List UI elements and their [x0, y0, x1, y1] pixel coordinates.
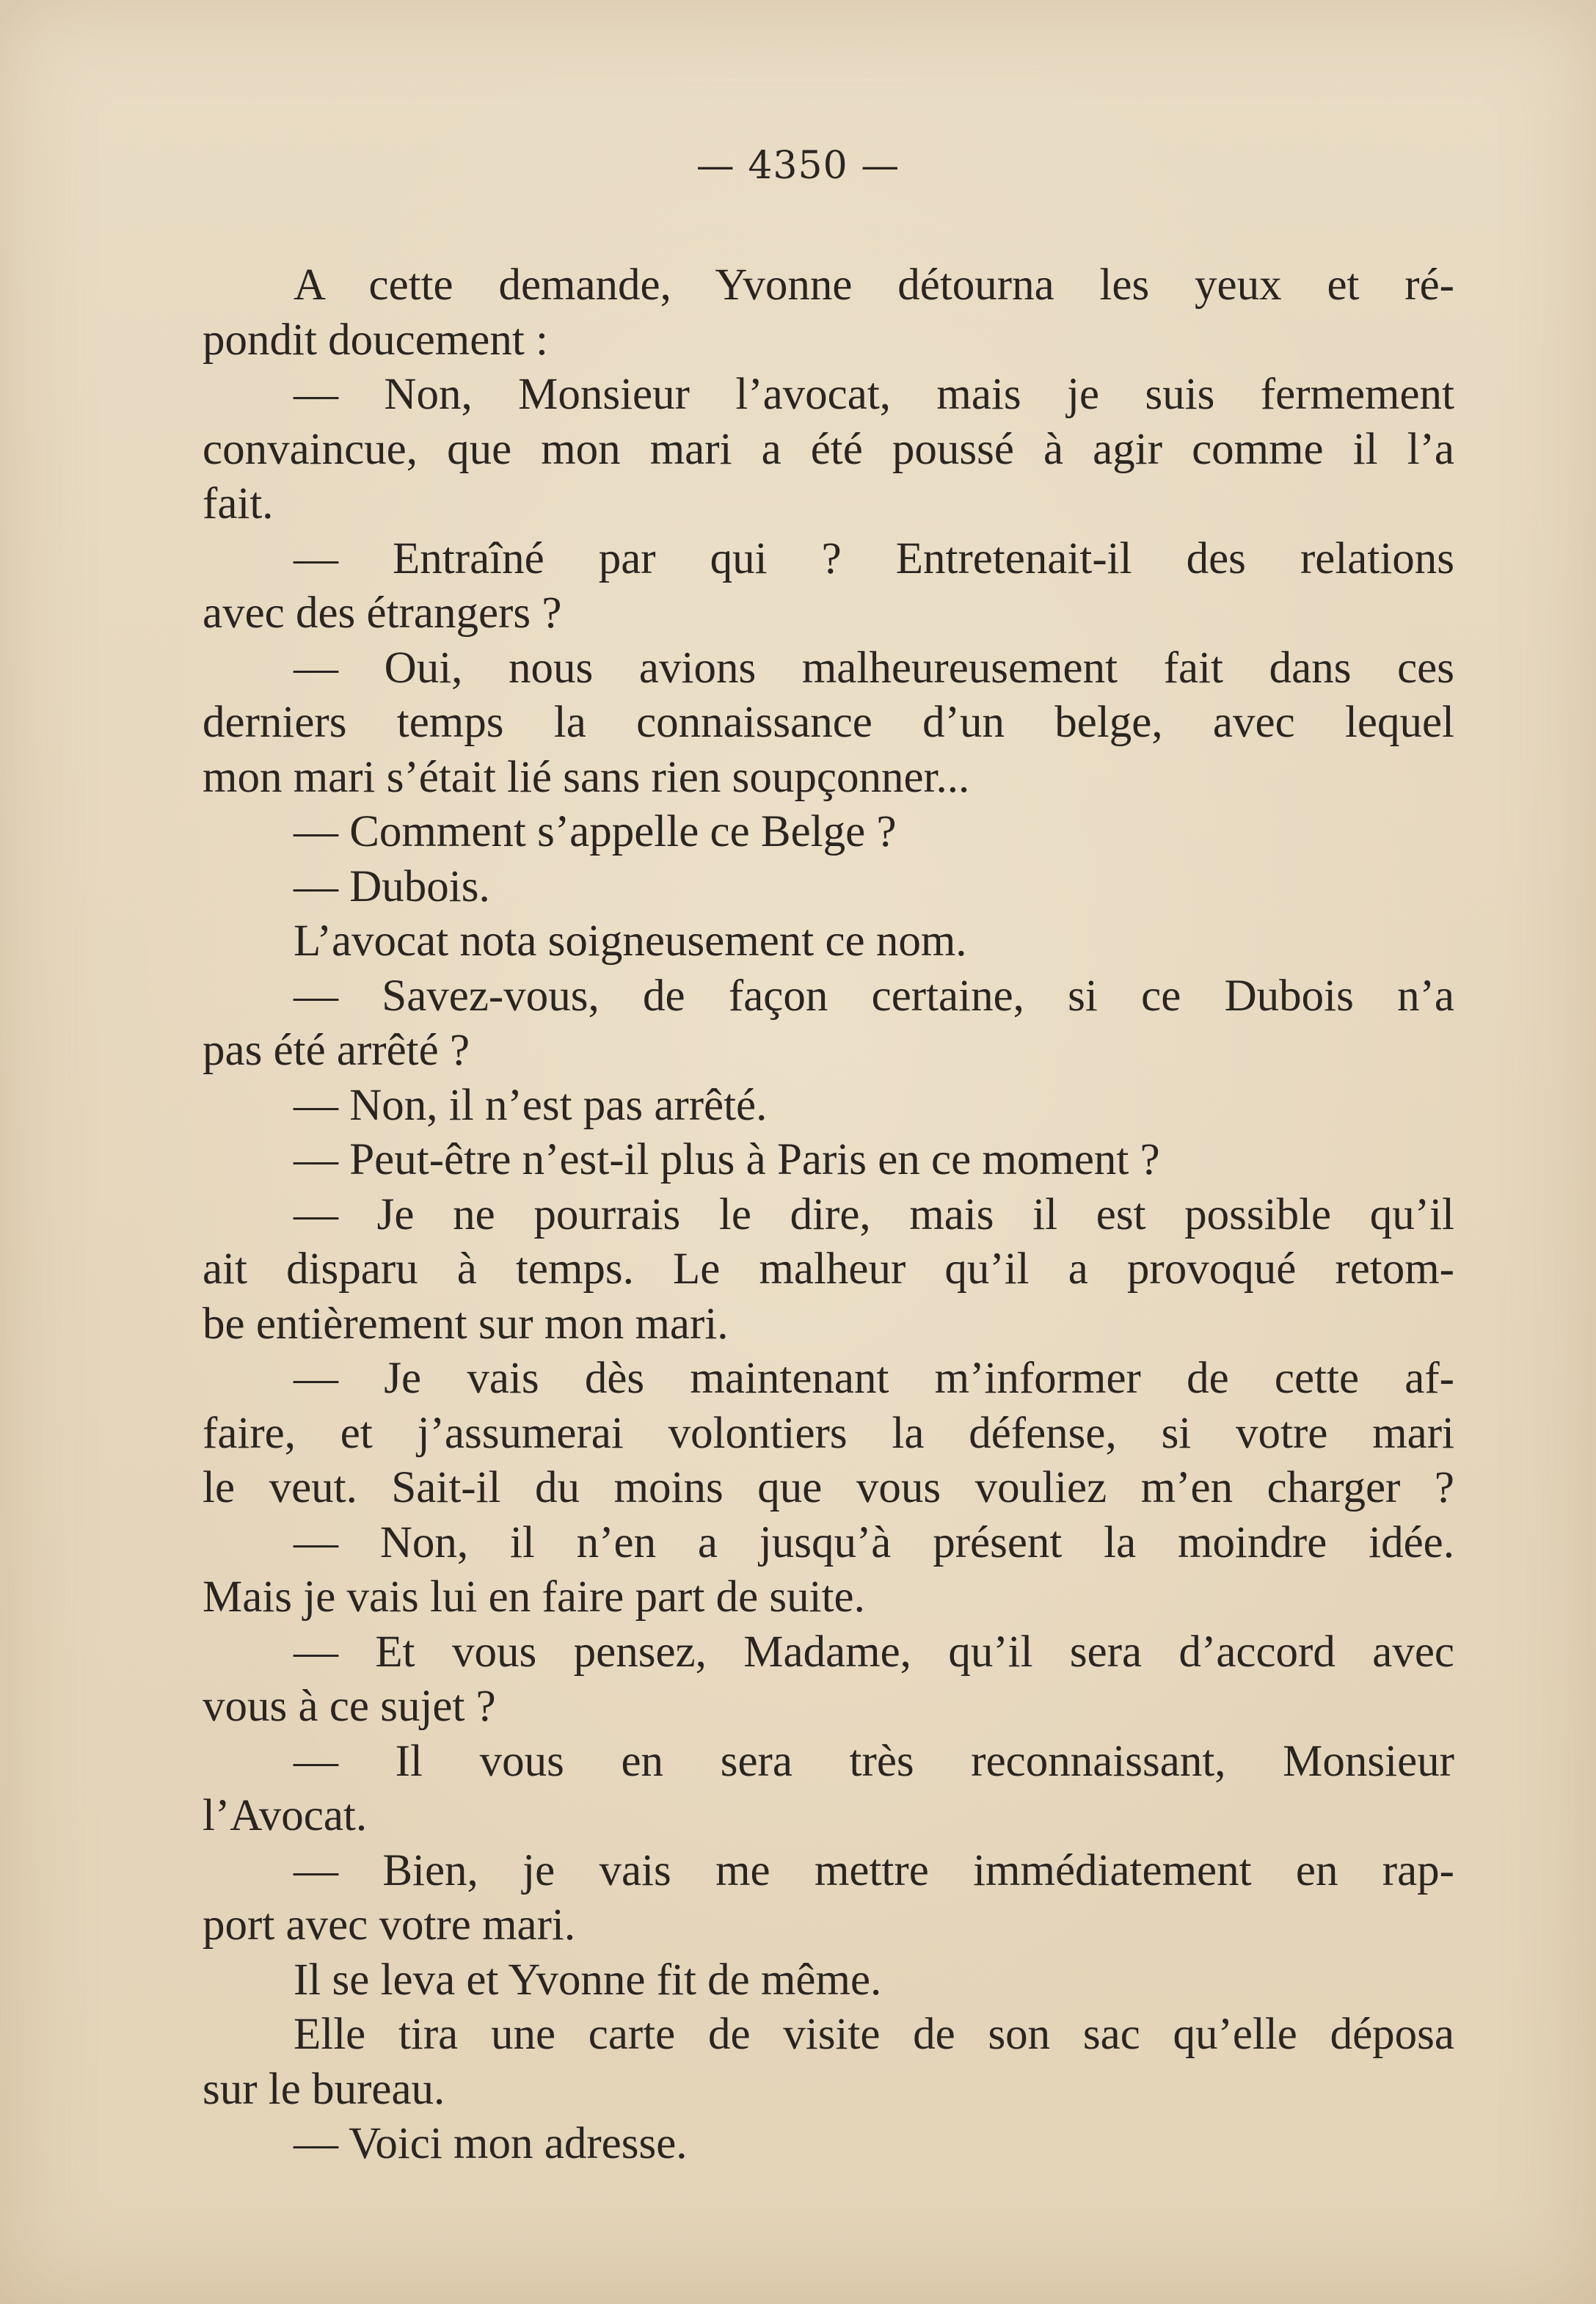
text-line: fait.: [203, 479, 274, 528]
text-line: vous à ce sujet ?: [203, 1682, 496, 1731]
page-number: — 4350 —: [696, 144, 900, 188]
text-line: pondit doucement :: [203, 315, 548, 365]
text-line: derniers temps la connaissance d’un belge, avec lequel: [203, 698, 1454, 747]
text-line: — Comment s’appelle ce Belge ?: [294, 807, 897, 856]
text-line: Mais je vais lui en faire part de suite.: [203, 1572, 865, 1622]
text-line: sur le bureau.: [203, 2064, 445, 2114]
text-line: — Dubois.: [294, 861, 490, 911]
text-line: le veut. Sait-il du moins que vous vouliez m’en charger ?: [203, 1463, 1454, 1512]
text-line: — Non, il n’est pas arrêté.: [294, 1080, 768, 1130]
text-line: — Oui, nous avions malheureusement fait dans ces: [294, 643, 1454, 693]
text-line: convaincue, que mon mari a été poussé à agir comme il l’a: [203, 424, 1454, 474]
text-line: pas été arrêté ?: [203, 1026, 470, 1075]
text-line: port avec votre mari.: [203, 1900, 576, 1950]
text-line: l’Avocat.: [203, 1791, 368, 1840]
text-line: — Non, il n’en a jusqu’à présent la moindre idée.: [294, 1517, 1454, 1567]
text-line: — Peut-être n’est-il plus à Paris en ce moment ?: [294, 1135, 1160, 1184]
text-line: — Entraîné par qui ? Entretenait-il des relations: [294, 533, 1454, 583]
text-line: ait disparu à temps. Le malheur qu’il a provoqué retom-: [203, 1244, 1454, 1294]
text-line: — Voici mon adresse.: [294, 2119, 688, 2168]
text-line: mon mari s’était lié sans rien soupçonner...: [203, 752, 970, 802]
text-line: A cette demande, Yvonne détourna les yeux et ré-: [294, 260, 1454, 310]
text-line: — Bien, je vais me mettre immédiatement en rap-: [294, 1845, 1454, 1895]
text-line: faire, et j’assumerai volontiers la défense, si votre mari: [203, 1408, 1454, 1458]
text-line: avec des étrangers ?: [203, 588, 562, 638]
text-line: — Et vous pensez, Madame, qu’il sera d’accord avec: [294, 1627, 1454, 1677]
text-line: be entièrement sur mon mari.: [203, 1299, 729, 1349]
text-line: — Non, Monsieur l’avocat, mais je suis fermement: [294, 370, 1454, 419]
text-line: L’avocat nota soigneusement ce nom.: [294, 916, 967, 966]
text-line: Elle tira une carte de visite de son sac qu’elle déposa: [294, 2010, 1454, 2059]
text-line: — Il vous en sera très reconnaissant, Monsieur: [294, 1736, 1454, 1786]
text-line: — Savez-vous, de façon certaine, si ce Dubois n’a: [294, 971, 1454, 1021]
text-line: — Je vais dès maintenant m’informer de cette af-: [294, 1354, 1454, 1403]
body-text: [203, 258, 1454, 2172]
text-line: — Je ne pourrais le dire, mais il est possible qu’il: [294, 1189, 1454, 1239]
text-line: Il se leva et Yvonne fit de même.: [294, 1955, 882, 2005]
